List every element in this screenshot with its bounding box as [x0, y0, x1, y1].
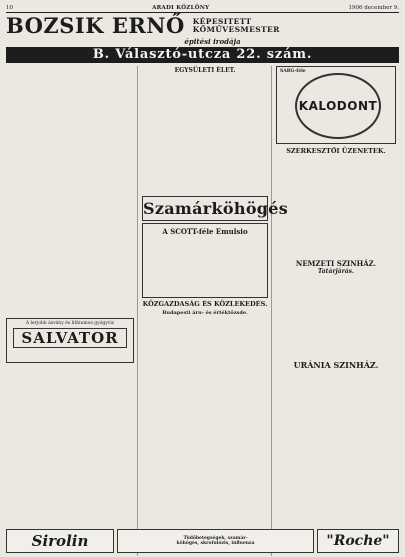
salvator-name: SALVATOR [13, 328, 127, 348]
page-number: 10 [6, 4, 13, 11]
kalodont-ad [276, 66, 396, 144]
column-2 [142, 66, 289, 556]
scott-title: A SCOTT-féle Emulsio [162, 227, 248, 236]
bozsik-banner [6, 15, 399, 37]
issue-date: 1906 december 9. [348, 4, 399, 11]
scott-ad [142, 223, 268, 298]
kozgazdasag-subheading: Budapesti áru- és értéktőzsde. [162, 310, 248, 316]
kalodont-circle [295, 73, 381, 139]
market-text [142, 317, 268, 437]
bozsik-title-line2: KŐMŰVESMESTER [192, 25, 280, 34]
kalodont-word: KALODONT [298, 99, 378, 113]
tuberculosis-ad-line2: köhögés, skrofulózis, influenza [176, 541, 255, 546]
nemzeti-cast [276, 275, 396, 357]
column-3 [276, 66, 399, 556]
columns [6, 66, 399, 556]
tuberculosis-ad-line1: Tüdőbetegségek, szamár- [183, 535, 248, 541]
article-text-col2 [142, 76, 268, 194]
szamarkohoges-ad: Szamárköhögés [142, 196, 268, 221]
tuberculosis-ad [117, 529, 314, 553]
szerkesztoi-text [276, 156, 396, 256]
newspaper-title: ARADI KÖZLÖNY [152, 4, 210, 11]
bottom-ads [6, 529, 399, 553]
article-text-col1-b [6, 365, 134, 515]
kalodont-label: SARG-féle [280, 69, 306, 74]
bozsik-title [193, 18, 280, 35]
column-1 [6, 66, 138, 556]
bozsik-subtitle: épitési irodája [184, 37, 241, 46]
salvator-top: A lerjobb ásvány és lithiumos gyógyviz [25, 321, 115, 326]
urania-heading: URÁNIA SZINHÁZ. [293, 360, 379, 370]
kozgazdasag-heading: KÖZGAZDASÁG ÉS KÖZLEKEDÉS. [142, 300, 268, 308]
scott-text [146, 236, 264, 294]
szerkesztoi-heading: SZERKESZTŐI ÜZENETEK. [286, 147, 386, 155]
sirolin-ad: Sirolin [6, 529, 114, 553]
salvator-ad [6, 318, 134, 363]
page-header [6, 4, 399, 11]
tatarjaras-title: Tatárjárás. [317, 268, 355, 275]
salvator-text [9, 350, 131, 360]
article-text-col1 [6, 66, 134, 316]
bozsik-title-line1: KÉPESITETT [192, 16, 252, 26]
urania-text [276, 370, 396, 460]
bozsik-address: B. Választó-utcza 22. szám. [6, 47, 399, 63]
bozsik-name: BOZSIK ERNŐ [6, 13, 185, 38]
egyesuleti-heading: EGYSÜLETI ÉLET. [174, 67, 236, 74]
roche-ad: "Roche" [317, 529, 399, 553]
nemzeti-szinhaz-heading: NEMZETI SZINHÁZ. [295, 259, 377, 268]
